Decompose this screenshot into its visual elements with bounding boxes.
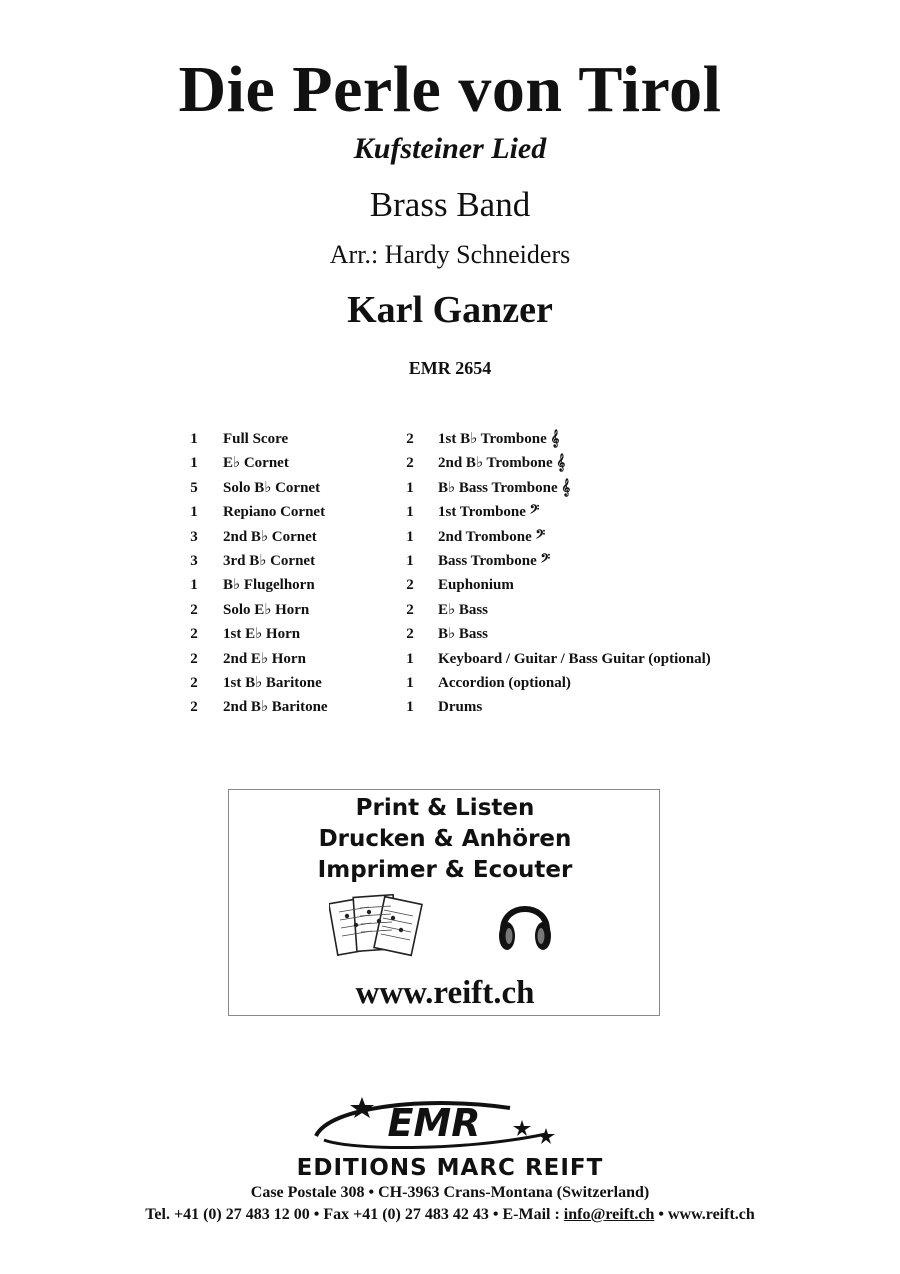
part-quantity: 2 <box>190 626 198 643</box>
publisher-address: Case Postale 308 • CH-3963 Crans-Montana (Switzerland) <box>250 1184 650 1201</box>
part-name: 2nd B♭ Baritone <box>223 699 328 716</box>
part-name: E♭ Bass <box>438 601 489 618</box>
promo-line-french: Imprimer & Ecouter <box>317 857 573 883</box>
part-name: 2nd B♭ Trombone 𝄞 <box>438 455 566 472</box>
promo-line-english: Print & Listen <box>355 795 535 821</box>
contact-suffix: • www.reift.ch <box>654 1206 755 1223</box>
part-quantity: 1 <box>190 455 198 472</box>
catalog-number: EMR 2654 <box>408 358 492 378</box>
part-quantity: 2 <box>406 601 414 618</box>
part-name: B♭ Flugelhorn <box>223 577 315 594</box>
part-quantity: 1 <box>406 528 414 545</box>
arranger: Arr.: Hardy Schneiders <box>329 240 571 269</box>
part-name: B♭ Bass Trombone 𝄞 <box>438 479 571 496</box>
part-quantity: 2 <box>406 577 414 594</box>
subtitle: Kufsteiner Lied <box>353 132 547 165</box>
part-quantity: 1 <box>406 699 414 716</box>
part-quantity: 2 <box>406 455 414 472</box>
part-quantity: 3 <box>190 552 198 569</box>
part-quantity: 1 <box>406 504 414 521</box>
part-name: 2nd E♭ Horn <box>223 650 306 667</box>
part-quantity: 1 <box>406 552 414 569</box>
publisher-name: EDITIONS MARC REIFT <box>296 1155 604 1181</box>
contact-prefix: Tel. +41 (0) 27 483 12 00 • Fax +41 (0) 27 483 42 43 • E-Mail : <box>145 1206 564 1223</box>
part-name: Keyboard / Guitar / Bass Guitar (optional) <box>438 650 711 667</box>
part-name: 1st Trombone 𝄢 <box>438 504 540 521</box>
part-name: Solo E♭ Horn <box>223 601 310 618</box>
part-quantity: 1 <box>406 674 414 691</box>
part-quantity: 1 <box>190 577 198 594</box>
part-name: Solo B♭ Cornet <box>223 479 321 496</box>
website-url[interactable]: www.reift.ch <box>355 975 535 1011</box>
part-quantity: 5 <box>190 479 198 496</box>
part-quantity: 1 <box>406 650 414 667</box>
logo-text: EMR <box>387 1101 481 1145</box>
part-quantity: 1 <box>190 504 198 521</box>
part-name: 2nd B♭ Cornet <box>223 528 317 545</box>
part-name: Bass Trombone 𝄢 <box>438 552 551 569</box>
part-name: 3rd B♭ Cornet <box>223 552 316 569</box>
sheet-music-icon <box>329 890 424 962</box>
promo-box <box>228 789 660 1016</box>
contact-line <box>0 1206 900 1224</box>
part-name: Repiano Cornet <box>223 504 326 521</box>
part-quantity: 3 <box>190 528 198 545</box>
promo-line-german: Drucken & Anhören <box>318 826 572 852</box>
part-name: 2nd Trombone 𝄢 <box>438 528 546 545</box>
composer: Karl Ganzer <box>347 289 553 331</box>
part-quantity: 2 <box>190 674 198 691</box>
part-name: E♭ Cornet <box>223 455 289 472</box>
part-name: B♭ Bass <box>438 626 489 643</box>
part-quantity: 2 <box>406 431 414 447</box>
ensemble: Brass Band <box>369 185 531 224</box>
part-name: Full Score <box>223 431 289 447</box>
emr-logo <box>310 1092 570 1154</box>
part-quantity: 2 <box>406 626 414 643</box>
part-quantity: 2 <box>190 699 198 716</box>
part-quantity: 1 <box>406 479 414 496</box>
part-name: Euphonium <box>438 577 514 594</box>
part-name: 1st B♭ Trombone 𝄞 <box>438 431 560 447</box>
part-quantity: 2 <box>190 650 198 667</box>
part-quantity: 1 <box>190 431 198 447</box>
page-title: Die Perle von Tirol <box>178 53 722 126</box>
part-quantity: 2 <box>190 601 198 618</box>
headphones-icon <box>495 890 555 954</box>
email-link[interactable]: info@reift.ch <box>563 1206 655 1223</box>
part-name: 1st E♭ Horn <box>223 626 301 643</box>
part-name: Drums <box>438 699 483 716</box>
part-name: Accordion (optional) <box>438 674 571 691</box>
part-name: 1st B♭ Baritone <box>223 674 322 691</box>
